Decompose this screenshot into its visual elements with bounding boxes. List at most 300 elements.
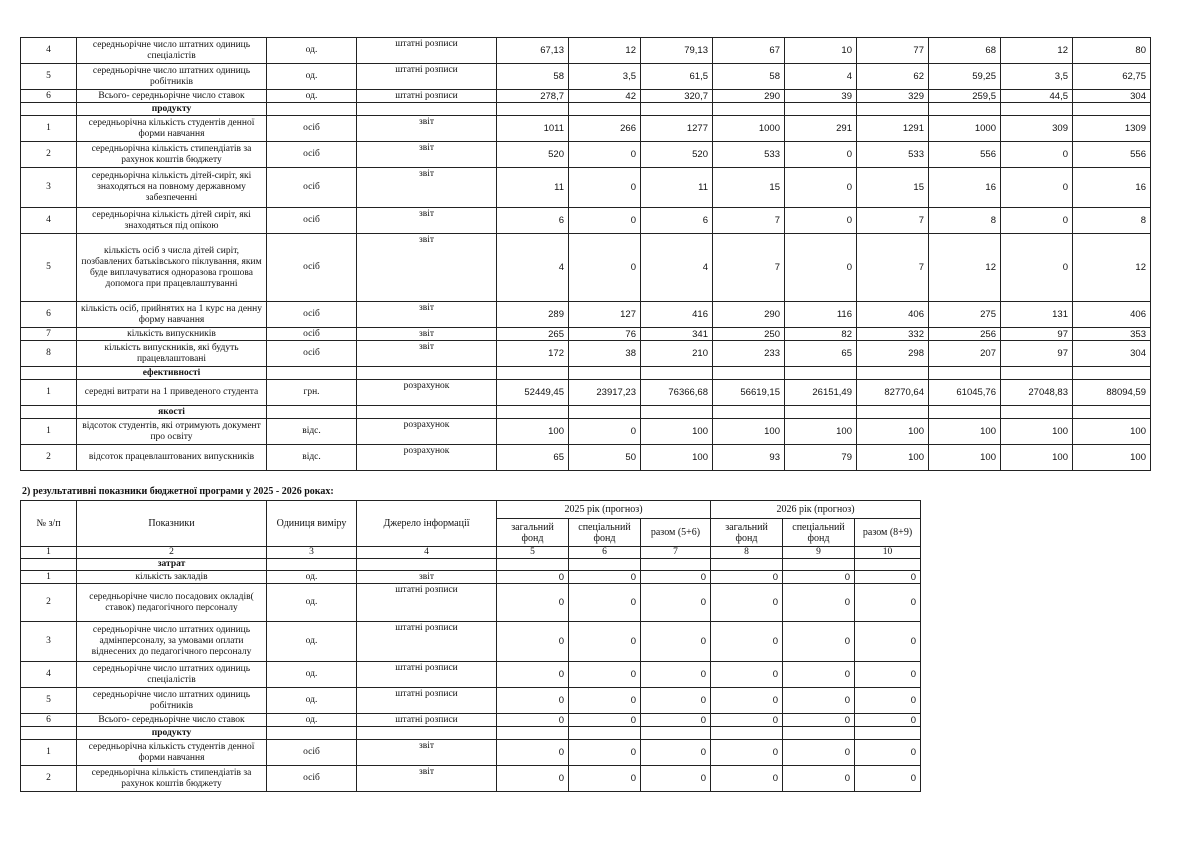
value-cell: 0 xyxy=(711,584,783,622)
row-number: 4 xyxy=(21,662,77,688)
value-cell: 0 xyxy=(855,662,921,688)
row-number: 6 xyxy=(21,714,77,727)
value-cell: 6 xyxy=(641,208,713,234)
value-cell: 0 xyxy=(711,766,783,792)
empty-cell xyxy=(267,406,357,419)
empty-cell xyxy=(357,727,497,740)
value-cell: 0 xyxy=(785,168,857,208)
indicator-name: середньорічна кількість дітей-сиріт, які знаходяться на повному державному забезпеченні xyxy=(77,168,267,208)
value-cell: 82770,64 xyxy=(857,380,929,406)
row-number: 4 xyxy=(21,208,77,234)
value-cell: 1000 xyxy=(713,116,785,142)
value-cell: 0 xyxy=(711,714,783,727)
table-row xyxy=(21,168,1151,208)
value-cell: 0 xyxy=(855,714,921,727)
value-cell: 7 xyxy=(713,208,785,234)
value-cell: 0 xyxy=(783,662,855,688)
value-cell: 100 xyxy=(641,445,713,471)
value-cell: 533 xyxy=(713,142,785,168)
value-cell: 15 xyxy=(713,168,785,208)
value-cell: 0 xyxy=(569,571,641,584)
empty-cell xyxy=(713,367,785,380)
unit-cell: осіб xyxy=(267,116,357,142)
value-cell: 52449,45 xyxy=(497,380,569,406)
indicators-table-2025-2026 xyxy=(20,500,921,792)
row-number: 1 xyxy=(21,740,77,766)
value-cell: 556 xyxy=(929,142,1001,168)
value-cell: 406 xyxy=(1073,302,1151,328)
empty-cell xyxy=(1073,406,1151,419)
value-cell: 265 xyxy=(497,328,569,341)
header-year-2026: 2026 рік (прогноз) xyxy=(711,501,921,519)
value-cell: 0 xyxy=(641,571,711,584)
indicator-name: середньорічна кількість студентів денної форми навчання xyxy=(77,116,267,142)
value-cell: 58 xyxy=(497,64,569,90)
table-row xyxy=(21,38,1151,64)
unit-cell: осіб xyxy=(267,208,357,234)
empty-cell xyxy=(783,727,855,740)
empty-cell xyxy=(357,367,497,380)
value-cell: 520 xyxy=(497,142,569,168)
source-cell: звіт xyxy=(357,234,497,302)
value-cell: 12 xyxy=(569,38,641,64)
value-cell: 56619,15 xyxy=(713,380,785,406)
value-cell: 65 xyxy=(497,445,569,471)
empty-cell xyxy=(569,406,641,419)
value-cell: 12 xyxy=(1001,38,1073,64)
value-cell: 3,5 xyxy=(1001,64,1073,90)
table-row xyxy=(21,234,1151,302)
row-number: 7 xyxy=(21,328,77,341)
section-label: затрат xyxy=(77,559,267,571)
empty-cell xyxy=(267,367,357,380)
empty-cell xyxy=(857,103,929,116)
table-row xyxy=(21,571,921,584)
empty-cell xyxy=(785,367,857,380)
value-cell: 259,5 xyxy=(929,90,1001,103)
value-cell: 23917,23 xyxy=(569,380,641,406)
value-cell: 233 xyxy=(713,341,785,367)
indicators-table-2022-2024 xyxy=(20,37,1151,471)
indicator-name: відсоток студентів, які отримують документ про освіту xyxy=(77,419,267,445)
value-cell: 0 xyxy=(497,584,569,622)
value-cell: 0 xyxy=(711,622,783,662)
empty-cell xyxy=(1073,103,1151,116)
value-cell: 0 xyxy=(641,584,711,622)
indicator-name: середньорічне число штатних одиниць робітників xyxy=(77,64,267,90)
empty-cell xyxy=(641,367,713,380)
value-cell: 16 xyxy=(1073,168,1151,208)
unit-cell: од. xyxy=(267,38,357,64)
value-cell: 3,5 xyxy=(569,64,641,90)
value-cell: 0 xyxy=(855,740,921,766)
empty-cell xyxy=(929,406,1001,419)
value-cell: 27048,83 xyxy=(1001,380,1073,406)
empty-cell xyxy=(357,559,497,571)
empty-cell xyxy=(785,406,857,419)
value-cell: 1000 xyxy=(929,116,1001,142)
source-cell: штатні розписи xyxy=(357,90,497,103)
unit-cell: осіб xyxy=(267,740,357,766)
value-cell: 416 xyxy=(641,302,713,328)
value-cell: 88094,59 xyxy=(1073,380,1151,406)
value-cell: 332 xyxy=(857,328,929,341)
table-row xyxy=(21,688,921,714)
value-cell: 100 xyxy=(1001,419,1073,445)
source-cell: штатні розписи xyxy=(357,64,497,90)
value-cell: 100 xyxy=(857,445,929,471)
value-cell: 100 xyxy=(1073,445,1151,471)
table-row xyxy=(21,622,921,662)
value-cell: 0 xyxy=(783,622,855,662)
value-cell: 82 xyxy=(785,328,857,341)
empty-cell xyxy=(267,559,357,571)
unit-cell: од. xyxy=(267,662,357,688)
value-cell: 0 xyxy=(497,766,569,792)
header-year-2025: 2025 рік (прогноз) xyxy=(497,501,711,519)
table-row xyxy=(21,328,1151,341)
source-cell: звіт xyxy=(357,116,497,142)
value-cell: 320,7 xyxy=(641,90,713,103)
indicator-name: кількість закладів xyxy=(77,571,267,584)
value-cell: 38 xyxy=(569,341,641,367)
row-number: 5 xyxy=(21,234,77,302)
source-cell: звіт xyxy=(357,142,497,168)
column-number: 4 xyxy=(357,547,497,559)
value-cell: 0 xyxy=(855,622,921,662)
value-cell: 0 xyxy=(783,571,855,584)
header-total-2026: разом (8+9) xyxy=(855,519,921,547)
unit-cell: од. xyxy=(267,64,357,90)
empty-cell xyxy=(497,406,569,419)
row-number: 3 xyxy=(21,168,77,208)
value-cell: 256 xyxy=(929,328,1001,341)
value-cell: 0 xyxy=(569,622,641,662)
empty-cell xyxy=(357,103,497,116)
row-number: 4 xyxy=(21,38,77,64)
section-spacer xyxy=(21,103,77,116)
value-cell: 0 xyxy=(569,584,641,622)
value-cell: 266 xyxy=(569,116,641,142)
empty-cell xyxy=(929,367,1001,380)
value-cell: 353 xyxy=(1073,328,1151,341)
value-cell: 298 xyxy=(857,341,929,367)
section-spacer xyxy=(21,727,77,740)
empty-cell xyxy=(569,367,641,380)
section-row xyxy=(21,103,1151,116)
empty-cell xyxy=(855,727,921,740)
header-source: Джерело інформації xyxy=(357,501,497,547)
value-cell: 0 xyxy=(1001,142,1073,168)
empty-cell xyxy=(785,103,857,116)
column-number: 8 xyxy=(711,547,783,559)
value-cell: 67,13 xyxy=(497,38,569,64)
value-cell: 0 xyxy=(783,584,855,622)
empty-cell xyxy=(711,559,783,571)
table-row xyxy=(21,341,1151,367)
value-cell: 11 xyxy=(497,168,569,208)
column-number: 10 xyxy=(855,547,921,559)
indicator-name: середньорічна кількість стипендіатів за рахунок коштів бюджету xyxy=(77,766,267,792)
row-number: 1 xyxy=(21,116,77,142)
value-cell: 0 xyxy=(785,208,857,234)
value-cell: 39 xyxy=(785,90,857,103)
value-cell: 0 xyxy=(1001,168,1073,208)
table-row xyxy=(21,714,921,727)
source-cell: звіт xyxy=(357,208,497,234)
value-cell: 100 xyxy=(1073,419,1151,445)
section-row xyxy=(21,727,921,740)
value-cell: 0 xyxy=(497,571,569,584)
value-cell: 290 xyxy=(713,90,785,103)
indicator-name: середні витрати на 1 приведеного студента xyxy=(77,380,267,406)
value-cell: 329 xyxy=(857,90,929,103)
row-number: 1 xyxy=(21,571,77,584)
section-row xyxy=(21,367,1151,380)
source-cell: штатні розписи xyxy=(357,38,497,64)
source-cell: звіт xyxy=(357,341,497,367)
empty-cell xyxy=(1001,367,1073,380)
table-row xyxy=(21,142,1151,168)
value-cell: 65 xyxy=(785,341,857,367)
value-cell: 250 xyxy=(713,328,785,341)
indicator-name: середньорічне число штатних одиниць спеціалістів xyxy=(77,38,267,64)
source-cell: звіт xyxy=(357,328,497,341)
row-number: 8 xyxy=(21,341,77,367)
header-total-2025: разом (5+6) xyxy=(641,519,711,547)
row-number: 5 xyxy=(21,64,77,90)
value-cell: 100 xyxy=(497,419,569,445)
column-number: 7 xyxy=(641,547,711,559)
value-cell: 0 xyxy=(711,662,783,688)
value-cell: 0 xyxy=(783,688,855,714)
table-row xyxy=(21,64,1151,90)
section-spacer xyxy=(21,559,77,571)
indicator-name: кількість осіб, прийнятих на 1 курс на денну форму навчання xyxy=(77,302,267,328)
source-cell: штатні розписи xyxy=(357,688,497,714)
value-cell: 100 xyxy=(929,445,1001,471)
unit-cell: грн. xyxy=(267,380,357,406)
unit-cell: осіб xyxy=(267,341,357,367)
column-number-row xyxy=(21,547,921,559)
empty-cell xyxy=(713,103,785,116)
column-number: 6 xyxy=(569,547,641,559)
unit-cell: од. xyxy=(267,714,357,727)
source-cell: штатні розписи xyxy=(357,662,497,688)
value-cell: 0 xyxy=(569,766,641,792)
value-cell: 77 xyxy=(857,38,929,64)
table-row xyxy=(21,380,1151,406)
empty-cell xyxy=(267,103,357,116)
value-cell: 1291 xyxy=(857,116,929,142)
table-row xyxy=(21,302,1151,328)
indicators-table-body-2025-2026 xyxy=(21,559,921,792)
value-cell: 8 xyxy=(929,208,1001,234)
value-cell: 116 xyxy=(785,302,857,328)
value-cell: 0 xyxy=(855,584,921,622)
indicator-name: середньорічна кількість стипендіатів за рахунок коштів бюджету xyxy=(77,142,267,168)
source-cell: штатні розписи xyxy=(357,714,497,727)
value-cell: 0 xyxy=(569,662,641,688)
unit-cell: відс. xyxy=(267,419,357,445)
value-cell: 26151,49 xyxy=(785,380,857,406)
section-label: якості xyxy=(77,406,267,419)
indicator-name: середньорічне число штатних одиниць спеціалістів xyxy=(77,662,267,688)
section-spacer xyxy=(21,406,77,419)
header-general-fund-2025: загальний фонд xyxy=(497,519,569,547)
indicator-name: Всього- середньорічне число ставок xyxy=(77,714,267,727)
table-row xyxy=(21,445,1151,471)
header-name: Показники xyxy=(77,501,267,547)
value-cell: 59,25 xyxy=(929,64,1001,90)
empty-cell xyxy=(713,406,785,419)
indicator-name: відсоток працевлаштованих випускників xyxy=(77,445,267,471)
indicator-name: кількість осіб з числа дітей сиріт, позбавлених батьківського піклування, яким буде виплачуватися одноразова грошова допомога при працевлаштуванні xyxy=(77,234,267,302)
unit-cell: осіб xyxy=(267,302,357,328)
value-cell: 290 xyxy=(713,302,785,328)
indicator-name: середньорічна кількість дітей сиріт, які знаходяться під опікою xyxy=(77,208,267,234)
value-cell: 291 xyxy=(785,116,857,142)
value-cell: 97 xyxy=(1001,341,1073,367)
value-cell: 11 xyxy=(641,168,713,208)
empty-cell xyxy=(641,406,713,419)
empty-cell xyxy=(929,103,1001,116)
empty-cell xyxy=(857,367,929,380)
section-spacer xyxy=(21,367,77,380)
value-cell: 80 xyxy=(1073,38,1151,64)
value-cell: 0 xyxy=(641,714,711,727)
unit-cell: осіб xyxy=(267,234,357,302)
value-cell: 76366,68 xyxy=(641,380,713,406)
table-row xyxy=(21,584,921,622)
value-cell: 100 xyxy=(857,419,929,445)
header-num: № з/п xyxy=(21,501,77,547)
value-cell: 1309 xyxy=(1073,116,1151,142)
row-number: 2 xyxy=(21,445,77,471)
value-cell: 0 xyxy=(641,688,711,714)
source-cell: звіт xyxy=(357,766,497,792)
unit-cell: од. xyxy=(267,688,357,714)
value-cell: 127 xyxy=(569,302,641,328)
empty-cell xyxy=(641,727,711,740)
column-number: 2 xyxy=(77,547,267,559)
value-cell: 172 xyxy=(497,341,569,367)
value-cell: 93 xyxy=(713,445,785,471)
indicator-name: середньорічна кількість студентів денної форми навчання xyxy=(77,740,267,766)
value-cell: 12 xyxy=(1073,234,1151,302)
empty-cell xyxy=(497,103,569,116)
value-cell: 0 xyxy=(569,419,641,445)
source-cell: звіт xyxy=(357,302,497,328)
indicator-name: Всього- середньорічне число ставок xyxy=(77,90,267,103)
table-row xyxy=(21,662,921,688)
empty-cell xyxy=(497,727,569,740)
column-number: 3 xyxy=(267,547,357,559)
value-cell: 289 xyxy=(497,302,569,328)
value-cell: 0 xyxy=(641,662,711,688)
table-row xyxy=(21,90,1151,103)
source-cell: звіт xyxy=(357,571,497,584)
row-number: 2 xyxy=(21,584,77,622)
value-cell: 4 xyxy=(785,64,857,90)
empty-cell xyxy=(711,727,783,740)
value-cell: 131 xyxy=(1001,302,1073,328)
source-cell: штатні розписи xyxy=(357,622,497,662)
value-cell: 7 xyxy=(857,234,929,302)
value-cell: 520 xyxy=(641,142,713,168)
value-cell: 1011 xyxy=(497,116,569,142)
value-cell: 100 xyxy=(713,419,785,445)
value-cell: 0 xyxy=(783,766,855,792)
value-cell: 67 xyxy=(713,38,785,64)
value-cell: 61045,76 xyxy=(929,380,1001,406)
value-cell: 100 xyxy=(929,419,1001,445)
unit-cell: од. xyxy=(267,90,357,103)
empty-cell xyxy=(641,103,713,116)
value-cell: 0 xyxy=(783,740,855,766)
empty-cell xyxy=(855,559,921,571)
indicator-name: кількість випускників, які будуть працевлаштовані xyxy=(77,341,267,367)
value-cell: 1277 xyxy=(641,116,713,142)
value-cell: 207 xyxy=(929,341,1001,367)
value-cell: 0 xyxy=(569,740,641,766)
empty-cell xyxy=(641,559,711,571)
indicator-name: середньорічне число посадових окладів( ставок) педагогічного персоналу xyxy=(77,584,267,622)
value-cell: 68 xyxy=(929,38,1001,64)
value-cell: 8 xyxy=(1073,208,1151,234)
table-row xyxy=(21,766,921,792)
source-cell: штатні розписи xyxy=(357,584,497,622)
value-cell: 275 xyxy=(929,302,1001,328)
value-cell: 0 xyxy=(855,688,921,714)
table-header xyxy=(21,501,921,559)
value-cell: 100 xyxy=(785,419,857,445)
value-cell: 210 xyxy=(641,341,713,367)
indicators-table-body xyxy=(21,38,1151,471)
value-cell: 0 xyxy=(855,766,921,792)
indicator-name: середньорічне число штатних одиниць адмінперсоналу, за умовами оплати віднесених до педагогічного персоналу xyxy=(77,622,267,662)
row-number: 2 xyxy=(21,766,77,792)
value-cell: 0 xyxy=(711,571,783,584)
value-cell: 304 xyxy=(1073,90,1151,103)
empty-cell xyxy=(1001,103,1073,116)
row-number: 3 xyxy=(21,622,77,662)
value-cell: 62,75 xyxy=(1073,64,1151,90)
value-cell: 0 xyxy=(711,688,783,714)
value-cell: 0 xyxy=(783,714,855,727)
value-cell: 556 xyxy=(1073,142,1151,168)
value-cell: 0 xyxy=(569,208,641,234)
empty-cell xyxy=(357,406,497,419)
header-general-fund-2026: загальний фонд xyxy=(711,519,783,547)
row-number: 6 xyxy=(21,90,77,103)
empty-cell xyxy=(497,559,569,571)
section-caption: 2) результативні показники бюджетної програми у 2025 - 2026 роках: xyxy=(22,486,334,497)
value-cell: 0 xyxy=(569,168,641,208)
value-cell: 341 xyxy=(641,328,713,341)
unit-cell: од. xyxy=(267,584,357,622)
section-row xyxy=(21,406,1151,419)
value-cell: 0 xyxy=(785,142,857,168)
row-number: 6 xyxy=(21,302,77,328)
value-cell: 0 xyxy=(641,622,711,662)
unit-cell: осіб xyxy=(267,766,357,792)
value-cell: 100 xyxy=(1001,445,1073,471)
value-cell: 50 xyxy=(569,445,641,471)
source-cell: розрахунок xyxy=(357,380,497,406)
value-cell: 4 xyxy=(641,234,713,302)
value-cell: 12 xyxy=(929,234,1001,302)
